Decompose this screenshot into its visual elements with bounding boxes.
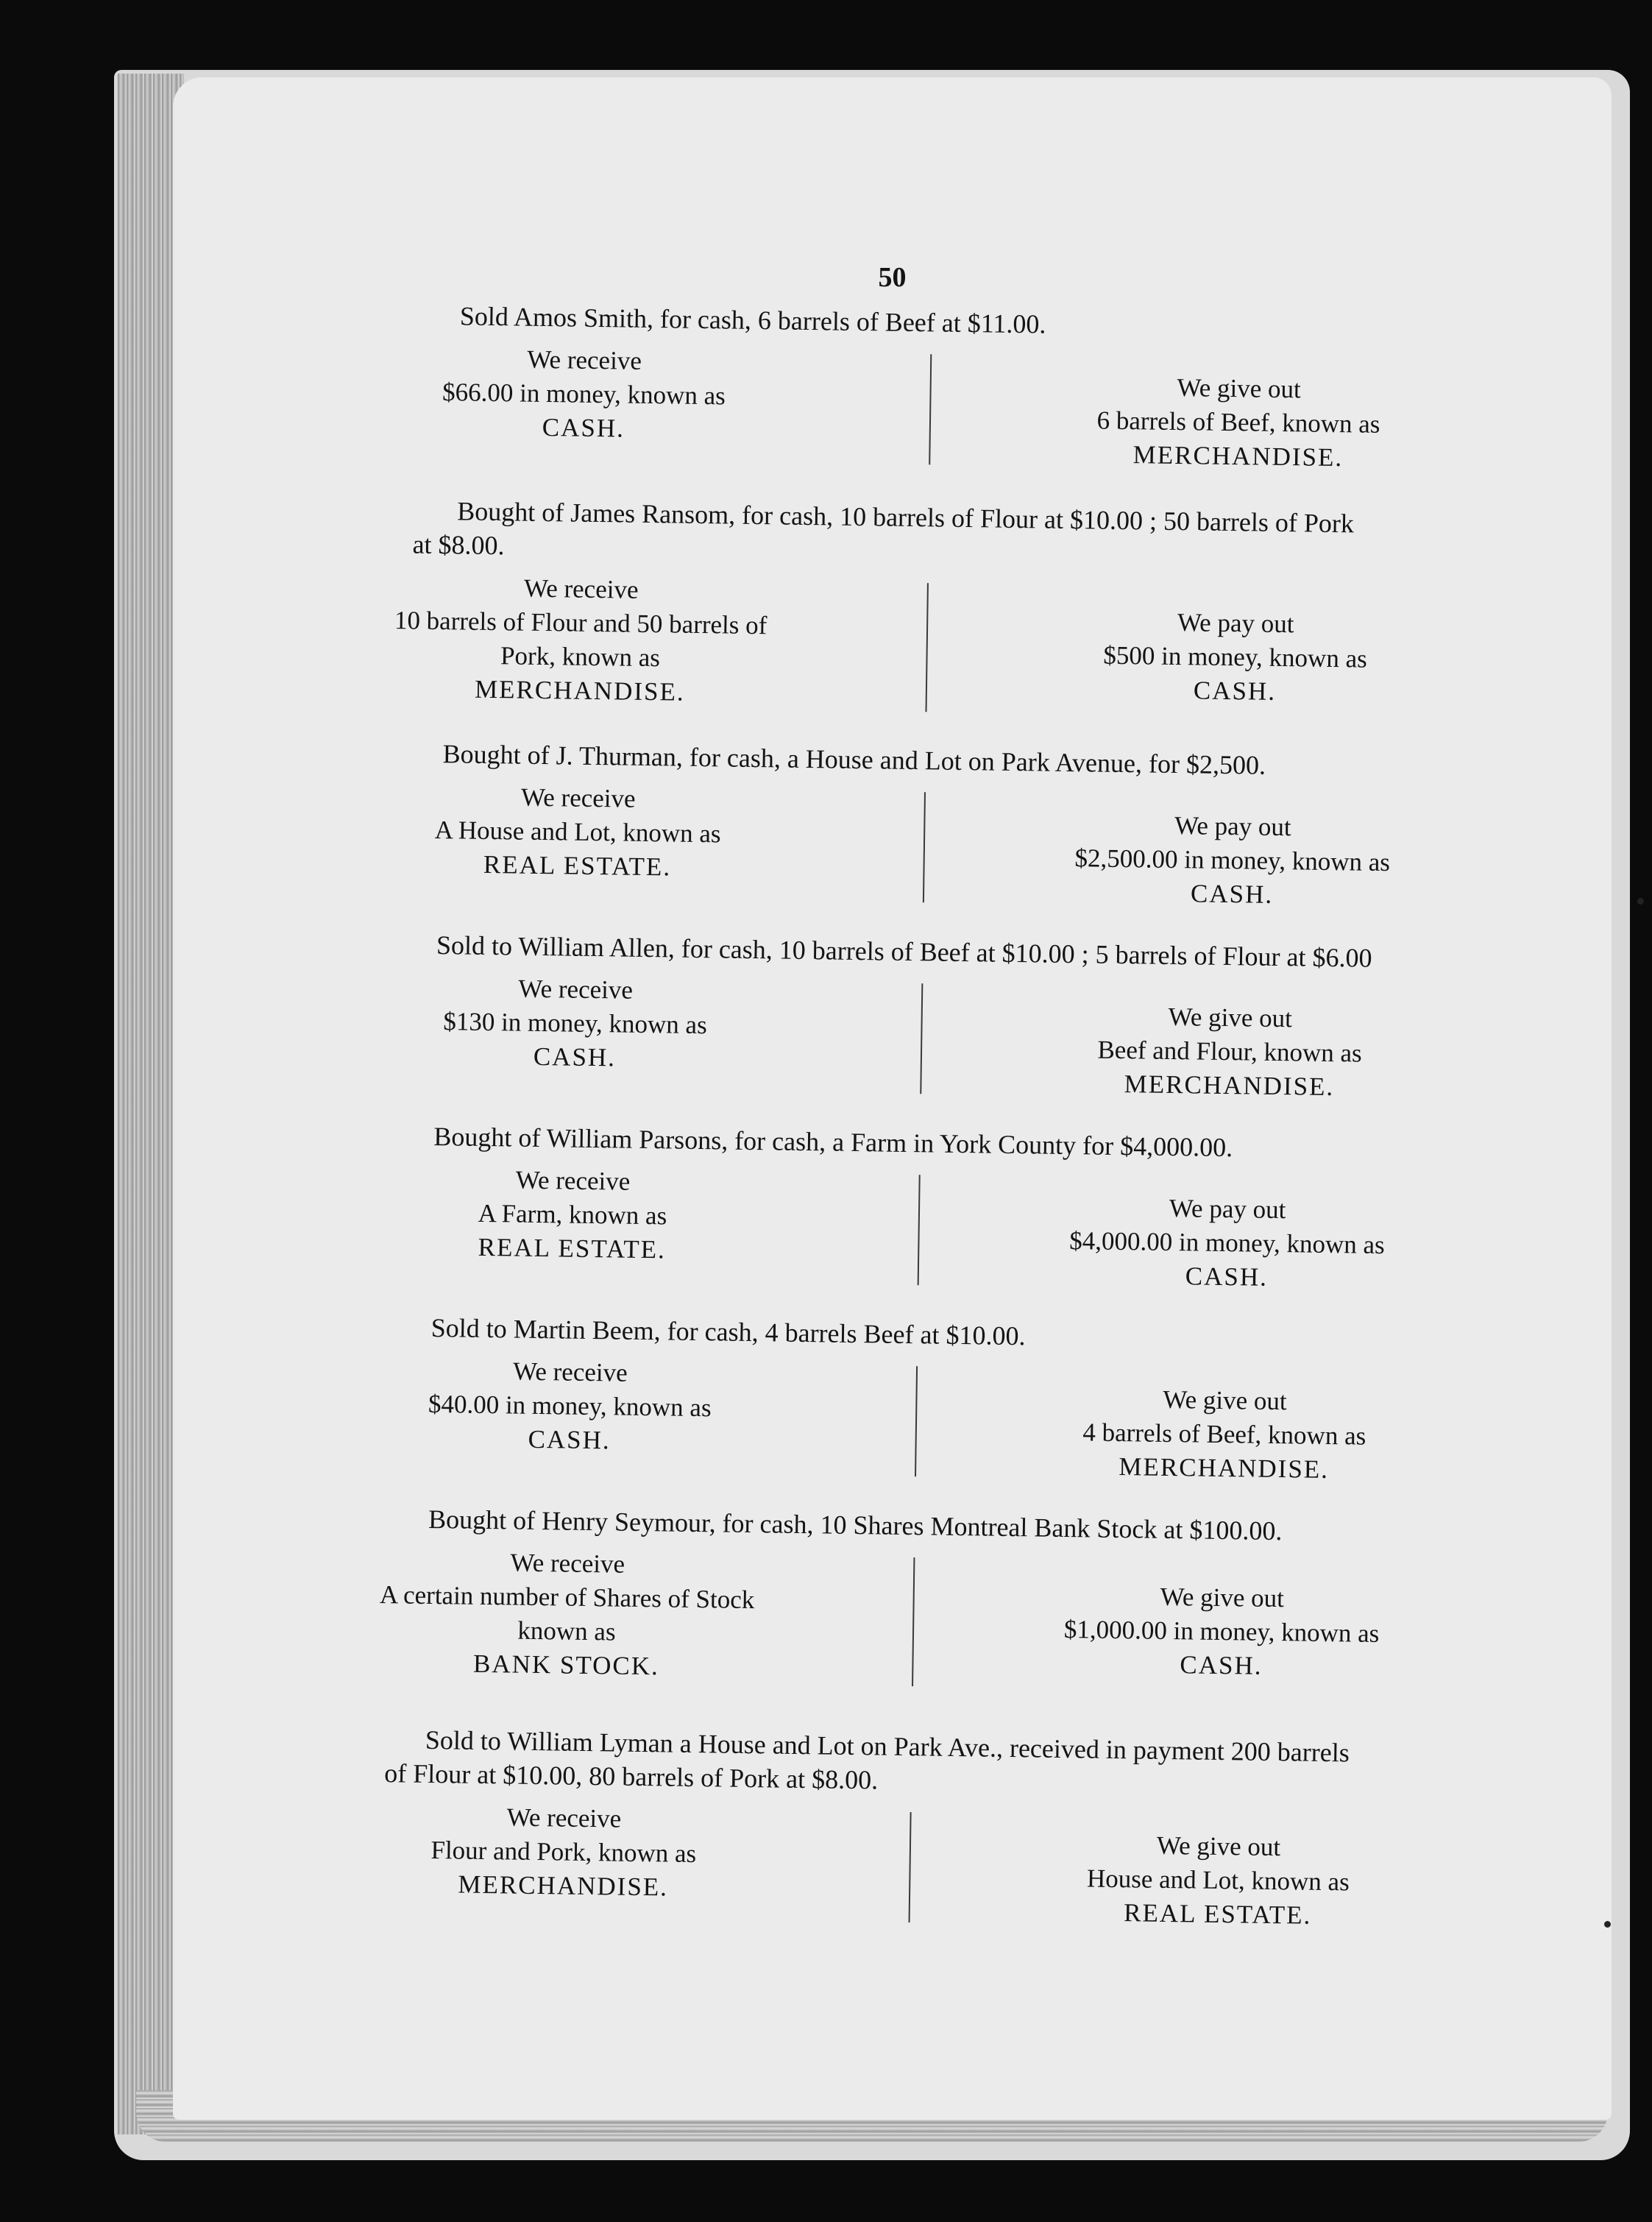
text-line: We pay out bbox=[1174, 811, 1291, 842]
text-line: We give out bbox=[1168, 1002, 1293, 1033]
entry-description bbox=[163, 1719, 1603, 1807]
text-line: A Farm, known as bbox=[478, 1198, 667, 1231]
text-line: BANK STOCK. bbox=[472, 1649, 660, 1681]
ledger-entries bbox=[159, 67, 1626, 2129]
text-line: We give out bbox=[1177, 372, 1302, 404]
give-column bbox=[967, 806, 1498, 915]
column-divider bbox=[912, 1557, 915, 1686]
ledger-entry bbox=[176, 733, 1617, 921]
text-line: CASH. bbox=[533, 1041, 617, 1072]
text-line: We receive bbox=[515, 1165, 631, 1196]
text-line: CASH. bbox=[1185, 1262, 1269, 1292]
text-line: MERCHANDISE. bbox=[458, 1869, 669, 1902]
text-line: of Flour at $10.00, 80 barrels of Pork at $8.00. bbox=[384, 1758, 879, 1795]
ledger-entry bbox=[173, 924, 1614, 1112]
text-line: 10 barrels of Flour and 50 barrels of bbox=[394, 606, 767, 640]
give-column bbox=[952, 1826, 1483, 1935]
give-column bbox=[970, 603, 1501, 712]
receive-column bbox=[310, 969, 841, 1078]
text-line: REAL ESTATE. bbox=[478, 1232, 667, 1264]
text-line: We receive bbox=[527, 344, 642, 375]
ledger-entry bbox=[161, 1719, 1603, 1941]
text-line: $4,000.00 in money, known as bbox=[1069, 1226, 1385, 1260]
text-line: Flour and Pork, known as bbox=[430, 1836, 697, 1869]
text-line: We pay out bbox=[1169, 1193, 1286, 1225]
ledger-entry bbox=[168, 1307, 1609, 1495]
text-line: We receive bbox=[510, 1548, 625, 1579]
text-line: REAL ESTATE. bbox=[483, 849, 672, 882]
text-line: CASH. bbox=[1180, 1650, 1263, 1680]
give-column bbox=[959, 1380, 1490, 1489]
text-line: $500 in money, known as bbox=[1103, 640, 1368, 673]
scan-speck bbox=[1637, 898, 1644, 905]
text-line: 4 barrels of Beef, known as bbox=[1082, 1418, 1366, 1451]
text-line: 6 barrels of Beef, known as bbox=[1096, 406, 1380, 439]
receive-column bbox=[315, 569, 846, 712]
text-line: We pay out bbox=[1177, 608, 1294, 639]
text-line: $40.00 in money, known as bbox=[428, 1389, 712, 1423]
text-line: CASH. bbox=[528, 1424, 611, 1455]
entry-description bbox=[180, 490, 1620, 578]
text-line: REAL ESTATE. bbox=[1123, 1898, 1312, 1930]
text-line: We give out bbox=[1163, 1384, 1287, 1416]
text-line: Sold Amos Smith, for cash, 6 barrels of Beef at $11.00. bbox=[459, 301, 1046, 339]
text-line: Sold to William Lyman a House and Lot on Park Ave., received in payment 200 barrels bbox=[425, 1724, 1350, 1768]
text-line: CASH. bbox=[1193, 676, 1277, 706]
ledger-entry bbox=[182, 295, 1623, 483]
text-line: We give out bbox=[1156, 1830, 1281, 1862]
text-line: Sold to William Allen, for cash, 10 barrels of Beef at $10.00 ; 5 barrels of Flour at $6.00 bbox=[436, 930, 1372, 973]
text-line: Bought of William Parsons, for cash, a Farm in York County for $4,000.00. bbox=[433, 1121, 1233, 1163]
text-line: We receive bbox=[523, 573, 639, 604]
receive-column bbox=[307, 1161, 838, 1270]
receive-column bbox=[301, 1543, 832, 1686]
book-page bbox=[173, 77, 1612, 2120]
text-line: We receive bbox=[512, 1356, 628, 1387]
text-line: $2,500.00 in money, known as bbox=[1074, 843, 1391, 877]
give-column bbox=[962, 1189, 1493, 1298]
text-line: $130 in money, known as bbox=[443, 1007, 708, 1040]
column-divider bbox=[929, 354, 932, 464]
give-column bbox=[964, 997, 1495, 1106]
text-line: $1,000.00 in money, known as bbox=[1063, 1615, 1380, 1648]
receive-column bbox=[298, 1798, 829, 1907]
ledger-entry bbox=[178, 490, 1620, 734]
scan-speck bbox=[1604, 1921, 1611, 1928]
text-line: MERCHANDISE. bbox=[1124, 1069, 1335, 1102]
text-line: Sold to Martin Beem, for cash, 4 barrels Beef at $10.00. bbox=[430, 1312, 1026, 1351]
receive-column bbox=[312, 778, 843, 887]
ledger-entry bbox=[165, 1499, 1606, 1708]
text-line: Beef and Flour, known as bbox=[1097, 1035, 1362, 1068]
give-column bbox=[956, 1577, 1487, 1686]
text-line: Bought of J. Thurman, for cash, a House and Lot on Park Avenue, for $2,500. bbox=[442, 739, 1266, 780]
column-divider bbox=[918, 1175, 921, 1285]
column-divider bbox=[909, 1812, 912, 1922]
text-line: known as bbox=[517, 1616, 616, 1646]
text-line: House and Lot, known as bbox=[1086, 1864, 1350, 1897]
text-line: A certain number of Shares of Stock bbox=[379, 1580, 755, 1615]
text-line: Bought of James Ransom, for cash, 10 barrels of Flour at $10.00 ; 50 barrels of Pork bbox=[456, 496, 1355, 539]
text-line: MERCHANDISE. bbox=[474, 674, 685, 707]
column-divider bbox=[923, 792, 926, 902]
text-line: MERCHANDISE. bbox=[1119, 1452, 1330, 1485]
ledger-entry bbox=[171, 1116, 1612, 1303]
text-line: CASH. bbox=[1190, 879, 1274, 909]
text-line: We receive bbox=[518, 974, 634, 1005]
column-divider bbox=[926, 583, 929, 712]
text-line: We give out bbox=[1160, 1582, 1285, 1613]
text-line: A House and Lot, known as bbox=[434, 815, 721, 849]
text-line: We receive bbox=[520, 782, 636, 813]
page-number: 50 bbox=[878, 262, 907, 293]
column-divider bbox=[920, 983, 923, 1094]
text-line: MERCHANDISE. bbox=[1132, 440, 1344, 473]
give-column bbox=[973, 368, 1504, 477]
text-line: Bought of Henry Seymour, for cash, 10 Shares Montreal Bank Stock at $100.00. bbox=[428, 1504, 1283, 1546]
receive-column bbox=[304, 1352, 835, 1461]
text-line: $66.00 in money, known as bbox=[442, 378, 726, 411]
text-line: We receive bbox=[506, 1802, 622, 1833]
text-line: at $8.00. bbox=[412, 529, 505, 561]
receive-column bbox=[319, 340, 850, 449]
text-line: CASH. bbox=[542, 412, 625, 443]
text-line: Pork, known as bbox=[500, 641, 661, 673]
column-divider bbox=[915, 1366, 918, 1476]
